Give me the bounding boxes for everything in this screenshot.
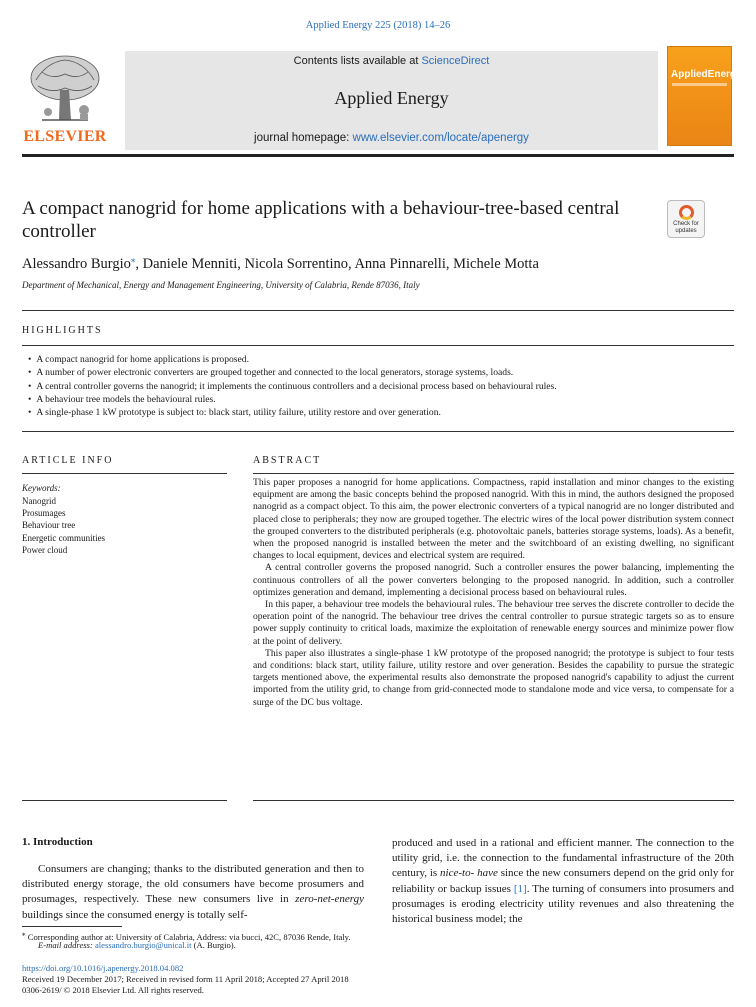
- abstract-rule: [253, 473, 734, 474]
- doi-link[interactable]: https://doi.org/10.1016/j.apenergy.2018.04.082: [22, 963, 184, 973]
- check-for-updates-icon: [679, 205, 694, 220]
- abstract-paragraph: In this paper, a behaviour tree models the behavioural rules. The behaviour tree serves the discrete controller to decide the operation point of the nanogrid. The behaviour tree drives the central controller to pursue strategic targets so as to ensure power supply continuity to critical loads, maximize the exploitation of renewable energy sources and minimize power flow at the point of delivery.: [253, 599, 734, 647]
- publisher-wordmark: ELSEVIER: [23, 128, 107, 145]
- title-rule: [22, 310, 734, 311]
- cover-title: AppliedEnergy: [671, 69, 742, 80]
- footnote-mark: ⁎: [22, 930, 26, 938]
- article-info-rule-bottom: [22, 800, 227, 801]
- abstract-rule-bottom: [253, 800, 734, 801]
- highlights-rule-top: [22, 345, 734, 346]
- highlight-item: • A behaviour tree models the behavioural rules.: [22, 393, 734, 406]
- journal-homepage-link[interactable]: www.elsevier.com/locate/apenergy: [352, 132, 529, 144]
- footnote-email: [38, 940, 738, 952]
- highlight-item: • A single-phase 1 kW prototype is subject to: black start, utility failure, utility restore and over generation.: [22, 406, 734, 419]
- body-text: Consumers are changing; thanks to the distributed generation and then to distributed energy storage, the old consumers have become prosumers and prosumages, respectively. These new consumers live in: [22, 863, 364, 906]
- body-text: since the new consumers depend on the grid only for reliability or backup issues: [392, 867, 735, 895]
- check-for-updates-label: Check for updates: [673, 221, 699, 234]
- affiliation: Department of Mechanical, Energy and Management Engineering, University of Calabria, Rende 87036, Italy: [22, 280, 420, 290]
- copyright-line: 0306-2619/ © 2018 Elsevier Ltd. All rights reserved.: [22, 985, 204, 995]
- highlights-list: [22, 353, 734, 419]
- abstract-paragraph: This paper also illustrates a single-phase 1 kW prototype of the proposed nanogrid; the prototype is subject to four tests and conditions: black start, utility failure, utility restore and over generation. Besides the capability to pursue the strategic targets mentioned above, the experimental results also demonstrate the proposed nanogrid's capability to adjust the current imported from the utility grid, to change from grid-connected mode to standalone mode and vice versa, to compensate for a surge of the DC bus voltage.: [253, 647, 734, 708]
- journal-title: Applied Energy: [334, 88, 449, 108]
- email-label: E-mail address:: [38, 940, 93, 950]
- keyword-item: Prosumages: [22, 508, 66, 519]
- homepage-line: [125, 132, 658, 144]
- article-info-rule: [22, 473, 227, 474]
- author-first[interactable]: Alessandro Burgio: [22, 255, 131, 272]
- authors-rest: , Daniele Menniti, Nicola Sorrentino, Anna Pinnarelli, Michele Motta: [135, 255, 539, 272]
- author-list: [22, 254, 722, 273]
- abstract-paragraph: This paper proposes a nanogrid for home applications. Compactness, rapid installation and minor changes to the existing equipment are among the basic concepts behind the proposed nanogrid. With this in mind, the authors designed the proposed nanogrid as a compact object. To this aim, the power electronic converters of a typical nanogrid are no longer distributed and placed close to peripherals; they now are grouped together. The electric wires of the local power distribution system connect the grouped converters to the distributed peripherals (e.g. photovoltaic panels, batteries storage systems, loads). As a benefit, when the proposed nanogrid is installed between the meter and the switchboard of an existing dwelling, no significant changes to local equipment, devices and electrical system are required.: [253, 477, 734, 562]
- email-suffix: (A. Burgio).: [191, 940, 236, 950]
- highlights-heading: HIGHLIGHTS: [22, 325, 103, 336]
- body-column-left: [22, 862, 364, 923]
- corresponding-author-mark[interactable]: ⁎: [130, 254, 136, 264]
- body-emphasis: nice-to- have: [440, 867, 498, 880]
- reference-link[interactable]: [1]: [513, 882, 527, 895]
- keyword-item: Nanogrid: [22, 496, 56, 506]
- keywords-list: [22, 495, 105, 556]
- highlight-item: • A central controller governs the nanogrid; it implements the continuous controllers and a decisional process based on behavioural rules.: [22, 380, 734, 393]
- keywords-label: Keywords:: [22, 483, 61, 493]
- contents-prefix: Contents lists available at: [293, 55, 422, 67]
- keyword-item: Energetic communities: [22, 532, 106, 543]
- highlight-item: • A number of power electronic converters are grouped together and connected to the local generators, storage systems, loads.: [22, 366, 734, 379]
- keyword-item: Power cloud: [22, 544, 68, 555]
- footnote-rule: [22, 926, 122, 927]
- body-column-right: [392, 836, 734, 927]
- sciencedirect-link[interactable]: ScienceDirect: [421, 55, 490, 67]
- abstract-body: [253, 477, 734, 709]
- abstract-heading: ABSTRACT: [253, 455, 322, 466]
- check-for-updates-button[interactable]: [667, 200, 705, 238]
- article-info-heading: ARTICLE INFO: [22, 455, 114, 466]
- journal-cover-image[interactable]: [667, 46, 742, 146]
- contents-line: [125, 55, 658, 67]
- received-dates: Received 19 December 2017; Received in revised form 11 April 2018; Accepted 27 April 2018: [22, 974, 349, 984]
- header-rule: [22, 154, 734, 157]
- body-text: produced and used in a rational and efficient manner. The connection to the utility grid, i.e. the connection to the fundamental infrastructure of the 20th century, is: [392, 837, 734, 880]
- body-text: buildings since the consumed energy is totally self-: [22, 908, 248, 921]
- footnote-text: Corresponding author at: University of Calabria, Address: via bucci, 42C, 87036 Rende, Italy.: [25, 931, 351, 942]
- author-email-link[interactable]: alessandro.burgio@unical.it: [94, 940, 192, 950]
- journal-reference-link[interactable]: Applied Energy 225 (2018) 14–26: [305, 20, 451, 31]
- highlights-rule-bottom: [22, 431, 734, 432]
- introduction-heading: 1. Introduction: [22, 836, 93, 848]
- homepage-prefix: journal homepage:: [254, 132, 353, 144]
- cover-decoration: [672, 83, 727, 86]
- body-text: . The turning of consumers into prosumers and prosumages is eroding electricity utility revenues and also threatening the historical business model; the: [392, 882, 734, 926]
- body-emphasis: zero-net-energy: [295, 893, 364, 906]
- article-title: A compact nanogrid for home applications with a behaviour-tree-based central controller: [22, 198, 620, 242]
- keyword-item: Behaviour tree: [22, 520, 76, 531]
- highlight-item: • A compact nanogrid for home applications is proposed.: [22, 353, 734, 366]
- abstract-paragraph: A central controller governs the proposed nanogrid. Such a controller ensures the power balancing, implementing the continuous controllers of all the power converters belonging to the proposed nanogrid. In addition, such a controller optimizes generation and demand, implementing a decisional process based on behavioural rules.: [253, 562, 734, 598]
